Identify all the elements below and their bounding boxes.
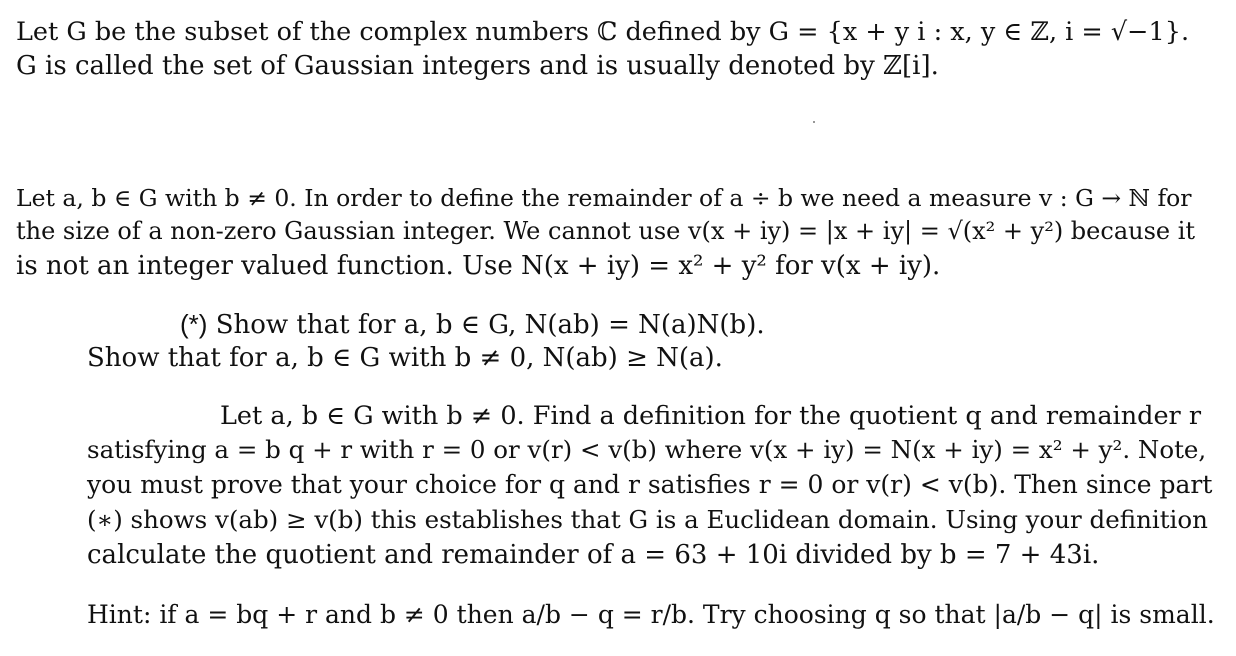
part-star <box>180 307 1080 342</box>
part-three-line-5: calculate the quotient and remainder of a = 63 + 10i divided by b = 7 + 43i. <box>87 540 1100 570</box>
part-two: Show that for a, b ∈ G with b ≠ 0, N(ab) ≥ N(a). <box>87 343 723 373</box>
part-three-line-2: satisfying a = b q + r with r = 0 or v(r) < v(b) where v(x + iy) = N(x + iy) = x² + y². Note, <box>87 435 1207 464</box>
intro-line-2: G is called the set of Gaussian integers and is usually denoted by ℤ[i]. <box>16 51 939 81</box>
remainder-line-2: the size of a non-zero Gaussian integer. We cannot use v(x + iy) = |x + iy| = √(x² + y²) because it <box>16 217 1196 245</box>
part-star-label: (*) <box>180 309 208 339</box>
hint-text: Hint: if a = bq + r and b ≠ 0 then a/b − q = r/b. Try choosing q so that |a/b − q| is small. <box>87 600 1215 629</box>
part-three-line-3: you must prove that your choice for q and r satisfies r = 0 or v(r) < v(b). Then since part <box>87 470 1213 499</box>
remainder-line-1: Let a, b ∈ G with b ≠ 0. In order to define the remainder of a ÷ b we need a measure v : G → ℕ for <box>16 184 1192 212</box>
part-three-line-1: Let a, b ∈ G with b ≠ 0. Find a definition for the quotient q and remainder r <box>220 401 1202 431</box>
part-star-text: Show that for a, b ∈ G, N(ab) = N(a)N(b). <box>207 310 765 340</box>
intro-line-1: Let G be the subset of the complex numbers ℂ defined by G = {x + y i : x, y ∈ ℤ, i = √−1}. <box>16 17 1190 47</box>
scan-speck <box>813 121 815 123</box>
part-three-line-4: (∗) shows v(ab) ≥ v(b) this establishes that G is a Euclidean domain. Using your definition <box>87 505 1208 534</box>
remainder-line-3: is not an integer valued function. Use N(x + iy) = x² + y² for v(x + iy). <box>16 251 941 281</box>
